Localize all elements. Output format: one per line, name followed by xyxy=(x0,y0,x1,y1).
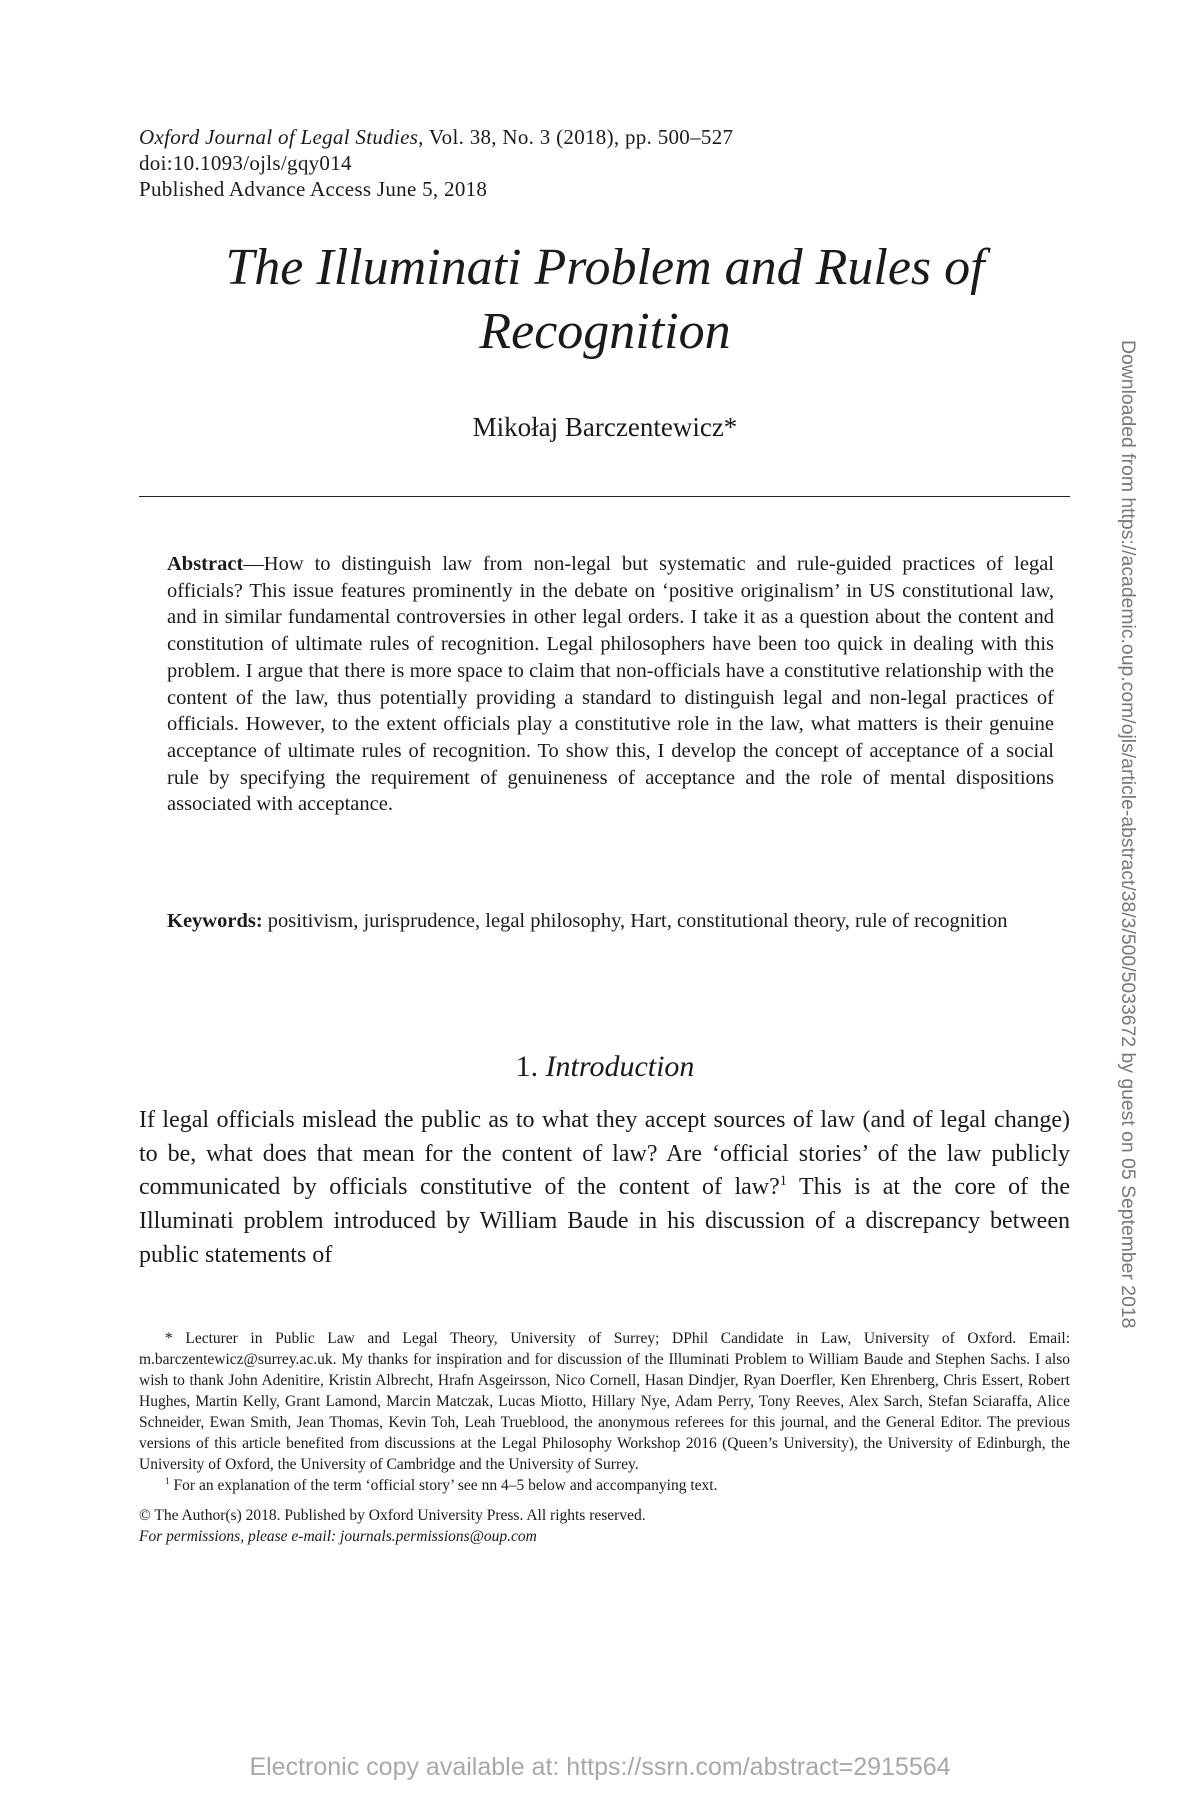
keywords xyxy=(167,908,1054,935)
journal-volume: Vol. 38, No. 3 (2018), pp. 500–527 xyxy=(428,125,734,149)
doi: doi:10.1093/ojls/gqy014 xyxy=(139,151,352,175)
abstract-label: Abstract xyxy=(167,553,244,575)
copyright-notice xyxy=(139,1505,646,1547)
article-title: The Illuminati Problem and Rules of Recognition xyxy=(225,239,985,360)
footnote-1-marker: 1 xyxy=(165,1476,170,1487)
journal-name: Oxford Journal of Legal Studies, xyxy=(139,125,424,149)
permissions-line: For permissions, please e-mail: journals.permissions@oup.com xyxy=(139,1528,537,1545)
keywords-label: Keywords: xyxy=(167,910,263,932)
journal-header xyxy=(139,124,733,202)
body-text-part-1: If legal officials mislead the public as to what they accept sources of law (and of legal change) to be, what does that mean for the content of law? Are ‘official stories’ of the law publicly communicated by officials constitutive of the content of law? xyxy=(139,1107,1070,1201)
body-text-part-2: This is at the core of the Illuminati problem introduced by William Baude in his discussion of a discrepancy between public statements of xyxy=(139,1174,1070,1268)
footnotes xyxy=(139,1328,1070,1496)
copyright-line: © The Author(s) 2018. Published by Oxford University Press. All rights reserved. xyxy=(139,1507,646,1524)
keywords-text: positivism, jurisprudence, legal philosophy, Hart, constitutional theory, rule of recognition xyxy=(267,910,1008,932)
abstract xyxy=(167,551,1054,818)
section-title: Introduction xyxy=(545,1050,695,1083)
journal-citation xyxy=(139,124,733,150)
footnote-star: * Lecturer in Public Law and Legal Theory, University of Surrey; DPhil Candidate in Law, University of Oxford. Email: m.barczentewicz@surrey.ac.uk. My thanks for inspiration and for discussion of the Illuminati Problem to William Baude and Stephen Sachs. I also wish to thank John Adenitire, Kristin Albrecht, Hrafn Asgeirsson, Nico Cornell, Hasan Dindjer, Ryan Doerfler, Ken Ehrenberg, Chris Essert, Robert Hughes, Martin Kelly, Grant Lamond, Marcin Matczak, Lucas Miotto, Hillary Nye, Adam Perry, Tony Reeves, Alex Sarch, Stefan Sciaraffa, Alice Schneider, Ewan Smith, Jean Thomas, Kevin Toh, Leah Trueblood, the anonymous referees for this journal, and the General Editor. The previous versions of this article benefited from discussions at the Legal Philosophy Workshop 2016 (Queen’s University), the University of Edinburgh, the University of Oxford, the University of Cambridge and the University of Surrey. xyxy=(139,1330,1070,1473)
published-date: Published Advance Access June 5, 2018 xyxy=(139,177,488,201)
download-watermark: Downloaded from https://academic.oup.com/ojls/article-abstract/38/3/500/5033672 by guest on 05 September 2018 xyxy=(1117,340,1139,1329)
introduction-paragraph xyxy=(139,1104,1070,1273)
footnote-ref-1[interactable]: 1 xyxy=(779,1173,787,1190)
title-divider xyxy=(139,496,1070,497)
section-number: 1. xyxy=(515,1050,539,1083)
section-heading xyxy=(140,1050,1070,1084)
author-name: Mikołaj Barczentewicz* xyxy=(472,412,738,442)
footnote-1 xyxy=(139,1475,1070,1496)
ssrn-footer-link[interactable]: Electronic copy available at: https://ssrn.com/abstract=2915564 xyxy=(249,1753,951,1781)
footnote-1-text: For an explanation of the term ‘official story’ see nn 4–5 below and accompanying text. xyxy=(169,1477,718,1494)
abstract-text: —How to distinguish law from non-legal but systematic and rule-guided practices of legal officials? This issue features prominently in the debate on ‘positive originalism’ in US constitutional law, and in similar fundamental controversies in other legal orders. I take it as a question about the content and constitution of ultimate rules of recognition. Legal philosophers have been too quick in dealing with this problem. I argue that there is more space to claim that non-officials have a constitutive relationship with the content of the law, thus potentially providing a standard to distinguish legal and non-legal practices of officials. However, to the extent officials play a constitutive role in the law, what matters is their genuine acceptance of ultimate rules of recognition. To show this, I develop the concept of acceptance of a social rule by specifying the requirement of genuineness of acceptance and the role of mental dispositions associated with acceptance. xyxy=(167,553,1054,816)
